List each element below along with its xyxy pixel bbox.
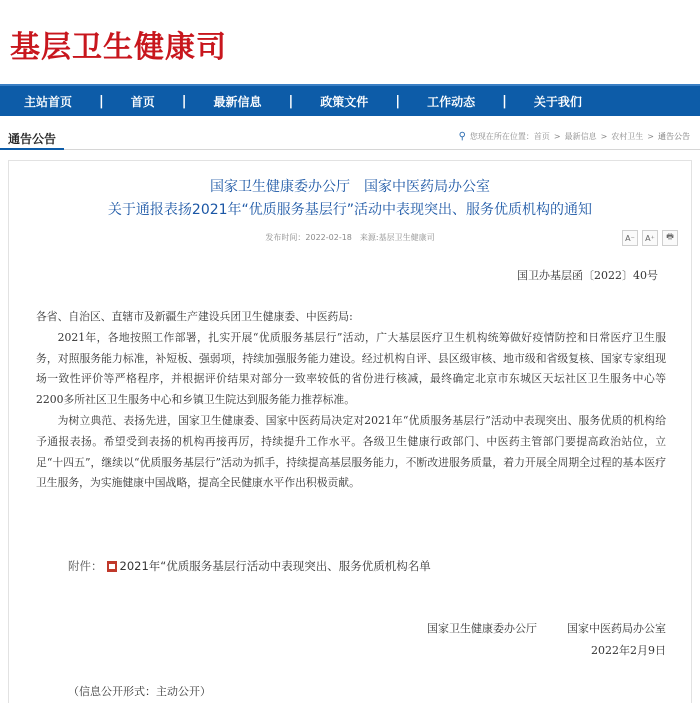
font-decrease-button[interactable]: A⁻ bbox=[622, 230, 638, 246]
source: 基层卫生健康司 bbox=[378, 233, 435, 242]
publish-date-label: 发布时间： bbox=[265, 233, 306, 242]
pdf-file-icon bbox=[107, 561, 117, 572]
nav-item-policy[interactable]: 政策文件 bbox=[320, 94, 369, 109]
breadcrumb-rural[interactable]: 农村卫生 bbox=[611, 132, 644, 141]
breadcrumb-home[interactable]: 首页 bbox=[533, 132, 550, 141]
section-title: 通告公告 bbox=[8, 132, 57, 146]
article-tools bbox=[622, 230, 678, 246]
attachment bbox=[68, 558, 431, 574]
main-nav bbox=[0, 84, 700, 116]
salutation: 各省、自治区、直辖市及新疆生产建设兵团卫生健康委、中医药局: bbox=[36, 310, 353, 323]
site-header bbox=[0, 0, 700, 84]
publish-date: 2022-02-18 bbox=[305, 233, 352, 242]
nav-separator: | bbox=[181, 93, 187, 109]
nav-item-main-home[interactable]: 主站首页 bbox=[24, 94, 73, 109]
breadcrumb bbox=[459, 131, 690, 142]
chevron-right-icon: > bbox=[600, 132, 608, 141]
sign-date: 2022年2月9日 bbox=[591, 644, 666, 657]
attachment-link[interactable]: 2021年“优质服务基层行活动中表现突出、服务优质机构名单 bbox=[119, 559, 431, 573]
nav-item-work[interactable]: 工作动态 bbox=[427, 94, 476, 109]
article-body bbox=[36, 307, 666, 494]
nav-separator: | bbox=[288, 93, 294, 109]
issuer-2: 国家中医药局办公室 bbox=[364, 179, 490, 195]
section-title-underline bbox=[0, 148, 64, 150]
nav-item-home[interactable]: 首页 bbox=[130, 94, 155, 109]
nav-separator: | bbox=[99, 93, 104, 109]
source-label: 来源: bbox=[359, 233, 379, 242]
location-pin-icon: ⚲ bbox=[458, 131, 466, 142]
nav-separator: | bbox=[502, 93, 507, 109]
breadcrumb-label: 您现在所在位置： bbox=[469, 132, 534, 141]
document-number: 国卫办基层函〔2022〕40号 bbox=[517, 269, 658, 282]
disclosure-note: （信息公开形式：主动公开） bbox=[68, 685, 211, 698]
issuer-1: 国家卫生健康委办公厅 bbox=[210, 179, 350, 195]
signatories bbox=[427, 620, 666, 636]
article-title: 关于通报表扬2021年“优质服务基层行”活动中表现突出、服务优质机构的通知 bbox=[107, 202, 593, 218]
nav-item-latest[interactable]: 最新信息 bbox=[213, 94, 262, 109]
font-increase-button[interactable]: A⁺ bbox=[642, 230, 658, 246]
article-meta bbox=[0, 232, 700, 243]
breadcrumb-current[interactable]: 通告公告 bbox=[658, 132, 690, 141]
section-bar bbox=[0, 126, 700, 150]
site-logo[interactable]: 基层卫生健康司 bbox=[10, 30, 227, 65]
article-issuers bbox=[0, 176, 700, 196]
body-paragraph: 为树立典范、表扬先进，国家卫生健康委、国家中医药局决定对2021年“优质服务基层行”活动中表现突出、服务优质的机构给予通报表扬。希望受到表扬的机构再接再厉，持续提升工作水平。各级卫生健康行政部门、中医药主管部门要提高政治站位，立足“十四五”，继续以“优质服务基层行”活动为抓手，持续提高基层服务能力，不断改进服务质量，着力开展全周期全过程的基本医疗卫生服务，为实施健康中国战略，提高全民健康水平作出积极贡献。 bbox=[36, 413, 666, 490]
signatory-1: 国家卫生健康委办公厅 bbox=[427, 622, 537, 635]
chevron-right-icon: > bbox=[553, 132, 561, 141]
breadcrumb-latest[interactable]: 最新信息 bbox=[564, 132, 597, 141]
attachment-label: 附件： bbox=[68, 559, 103, 573]
nav-item-about[interactable]: 关于我们 bbox=[533, 94, 582, 109]
nav-separator: | bbox=[395, 93, 401, 109]
signatory-2: 国家中医药局办公室 bbox=[567, 622, 666, 635]
print-icon[interactable]: 🖶 bbox=[662, 230, 678, 246]
chevron-right-icon: > bbox=[647, 132, 654, 141]
body-paragraph: 2021年，各地按照工作部署，扎实开展“优质服务基层行”活动，广大基层医疗卫生机构统筹做好疫情防控和日常医疗卫生服务，对照服务能力标准，补短板、强弱项，持续加强服务能力建设。经过机构自评、县区级审核、地市级和省级复核、国家专家组现场一致性评价等严格程序，并根据评价结果对部分一致率较低的省份进行核减，最终确定北京市东城区天坛社区卫生服务中心等2200多所社区卫生服务中心和乡镇卫生院达到服务能力推荐标准。 bbox=[36, 330, 666, 407]
